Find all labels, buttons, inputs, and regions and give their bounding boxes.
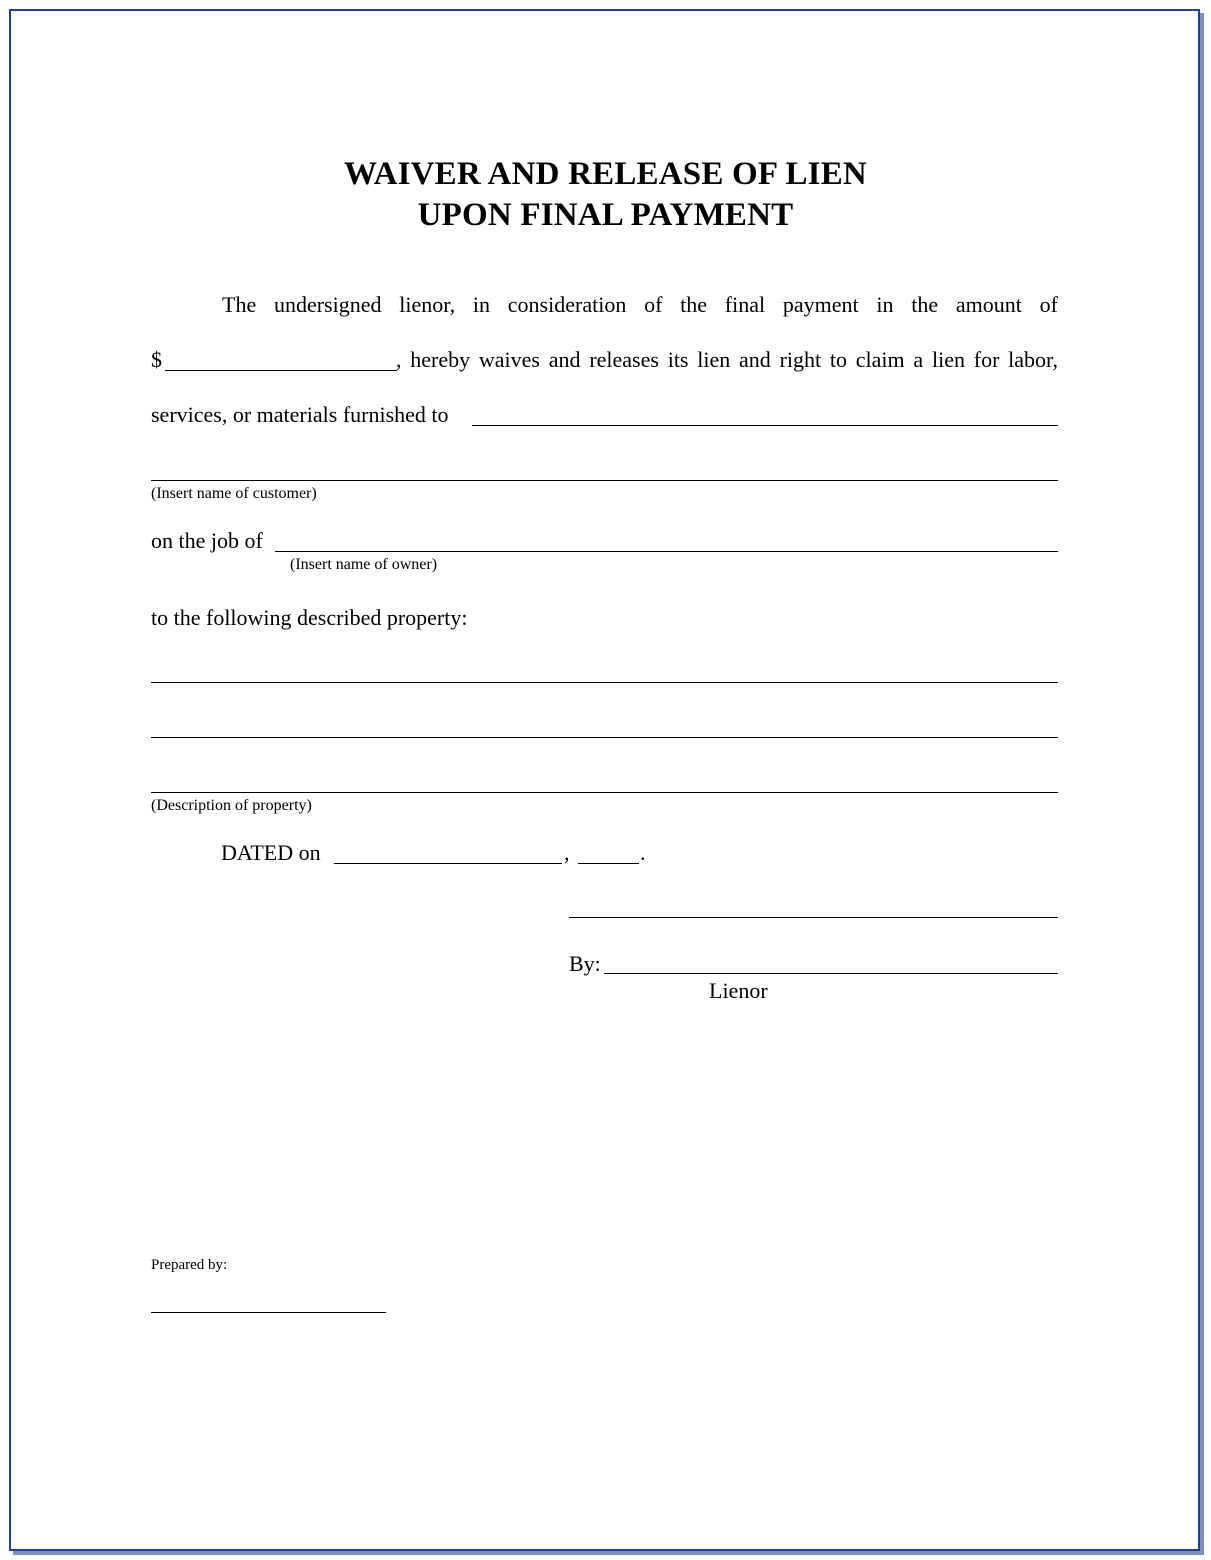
paragraph-line-1-word: lienor, <box>399 292 456 317</box>
year-blank-line[interactable] <box>578 863 639 864</box>
property-caption: (Description of property) <box>151 797 312 814</box>
paragraph-line-3: services, or materials furnished to <box>151 402 449 427</box>
paragraph-line-1 <box>222 292 1058 318</box>
owner-caption: (Insert name of owner) <box>290 556 438 573</box>
paragraph-line-1-word: in <box>472 292 491 317</box>
paragraph-line-1-word: in <box>876 292 894 317</box>
dated-period: . <box>640 840 646 865</box>
paragraph-line-1-word: of <box>1039 292 1058 317</box>
document-title-line-1: WAIVER AND RELEASE OF LIEN <box>344 156 867 192</box>
paragraph-line-1-word: the <box>680 292 708 317</box>
property-blank-line-1[interactable] <box>151 682 1058 683</box>
customer-blank-line-2[interactable] <box>151 480 1058 481</box>
property-blank-line-3[interactable] <box>151 792 1058 793</box>
dated-label: DATED on <box>221 840 321 865</box>
date-blank-line[interactable] <box>334 863 562 864</box>
document-title-line-2: UPON FINAL PAYMENT <box>417 197 794 233</box>
job-label: on the job of <box>151 528 263 553</box>
customer-caption: (Insert name of customer) <box>151 485 317 502</box>
page-frame <box>9 9 1200 1551</box>
by-signature-line[interactable] <box>604 973 1058 974</box>
property-blank-line-2[interactable] <box>151 737 1058 738</box>
paragraph-line-2: , hereby waives and releases its lien and right to claim a lien for labor, <box>396 347 1058 372</box>
prepared-by-label: Prepared by: <box>151 1257 228 1273</box>
paragraph-line-1-word: The <box>222 292 257 317</box>
dollar-sign: $ <box>151 347 162 372</box>
paragraph-line-1-word: final <box>724 292 766 317</box>
paragraph-line-1-word: of <box>644 292 663 317</box>
amount-blank-line[interactable] <box>165 370 397 371</box>
by-label: By: <box>569 951 601 976</box>
property-label: to the following described property: <box>151 605 468 630</box>
paragraph-line-1-word: undersigned <box>273 292 382 317</box>
prepared-by-line[interactable] <box>151 1312 386 1313</box>
paragraph-line-1-word: amount <box>955 292 1022 317</box>
dated-comma: , <box>564 840 570 865</box>
paragraph-line-1-word: the <box>911 292 939 317</box>
customer-blank-line-1[interactable] <box>472 425 1058 426</box>
lienor-caption: Lienor <box>709 978 768 1003</box>
company-signature-line[interactable] <box>569 917 1058 918</box>
paragraph-line-1-word: consideration <box>507 292 627 317</box>
owner-blank-line[interactable] <box>275 551 1058 552</box>
paragraph-line-1-word: payment <box>782 292 859 317</box>
